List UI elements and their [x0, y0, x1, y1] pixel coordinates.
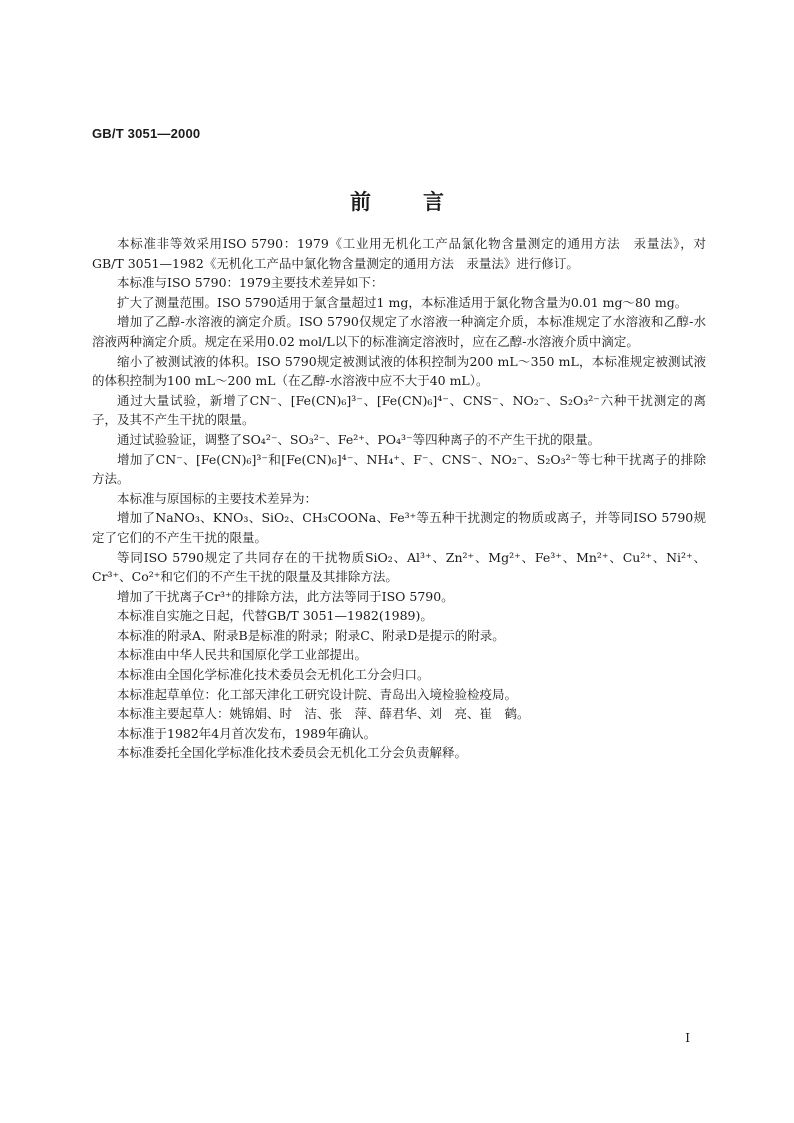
paragraph-coexisting: 等同ISO 5790规定了共同存在的干扰物质SiO₂、Al³⁺、Zn²⁺、Mg²⁺、Fe³⁺、Mn²⁺、Cu²⁺、Ni²⁺、Cr³⁺、Co²⁺和它们的不产生干扰的限量及其排除方法。	[92, 549, 706, 585]
page-number: I	[685, 1031, 690, 1045]
paragraph-adoption: 本标准非等效采用ISO 5790：1979《工业用无机化工产品氯化物含量测定的通用方法 汞量法》，对GB/T 3051—1982《无机化工产品中氯化物含量测定的通用方法 汞量法》进行修订。	[92, 236, 706, 271]
paragraph-added-substances: 增加了NaNO₃、KNO₃、SiO₂、CH₃COONa、Fe³⁺等五种干扰测定的物质或离子，并等同ISO 5790规定了它们的不产生干扰的限量。	[92, 510, 706, 545]
paragraph-interpretation: 本标准委托全国化学标准化技术委员会无机化工分会负责解释。	[117, 745, 468, 761]
page-title: 前言	[350, 189, 496, 214]
paragraph-chromium: 增加了干扰离子Cr³⁺的排除方法，此方法等同于ISO 5790。	[117, 588, 454, 604]
paragraph-iso-diff-intro: 本标准与ISO 5790：1979主要技术差异如下：	[117, 275, 384, 291]
paragraph-volume: 缩小了被测试液的体积。ISO 5790规定被测试液的体积控制为200 mL～350 mL，本标准规定被测试液的体积控制为100 mL～200 mL（在乙醇-水溶液中应不大于40 mL）。	[92, 353, 706, 389]
paragraph-new-ions: 通过大量试验，新增了CN⁻、[Fe(CN)₆]³⁻、[Fe(CN)₆]⁴⁻、CNS⁻、NO₂⁻、S₂O₃²⁻六种干扰测定的离子，及其不产生干扰的限量。	[92, 392, 706, 428]
paragraph-adjusted-limits: 通过试验验证，调整了SO₄²⁻、SO₃²⁻、Fe²⁺、PO₄³⁻等四种离子的不产生干扰的限量。	[117, 431, 601, 447]
paragraph-medium: 增加了乙醇-水溶液的滴定介质。ISO 5790仅规定了水溶液一种滴定介质，本标准规定了水溶液和乙醇-水溶液两种滴定介质。规定在采用0.02 mol/L以下的标准滴定溶液时，应在乙醇-水溶液介质中滴定。	[92, 314, 706, 349]
paragraph-drafters: 本标准主要起草人：姚锦娟、时 洁、张 萍、薛君华、刘 亮、崔 鹤。	[117, 706, 530, 722]
paragraph-annexes: 本标准的附录A、附录B是标准的附录；附录C、附录D是提示的附录。	[117, 627, 505, 643]
paragraph-elimination: 增加了CN⁻、[Fe(CN)₆]³⁻和[Fe(CN)₆]⁴⁻、NH₄⁺、F⁻、CNS⁻、NO₂⁻、S₂O₃²⁻等七种干扰离子的排除方法。	[92, 451, 706, 487]
standard-number: GB/T 3051—2000	[92, 126, 201, 141]
foreword-body	[92, 234, 706, 763]
paragraph-drafting-units: 本标准起草单位：化工部天津化工研究设计院、青岛出入境检验检疫局。	[117, 686, 518, 702]
paragraph-first-issued: 本标准于1982年4月首次发布，1989年确认。	[117, 725, 377, 741]
paragraph-replaces: 本标准自实施之日起，代替GB/T 3051—1982(1989)。	[117, 608, 433, 624]
paragraph-old-diff-intro: 本标准与原国标的主要技术差异为：	[117, 490, 318, 506]
paragraph-range: 扩大了测量范围。ISO 5790适用于氯含量超过1 mg，本标准适用于氯化物含量为0.01 mg～80 mg。	[117, 294, 688, 310]
paragraph-proposed-by: 本标准由中华人民共和国原化学工业部提出。	[117, 647, 368, 663]
paragraph-centralized-by: 本标准由全国化学标准化技术委员会无机化工分会归口。	[117, 667, 430, 683]
